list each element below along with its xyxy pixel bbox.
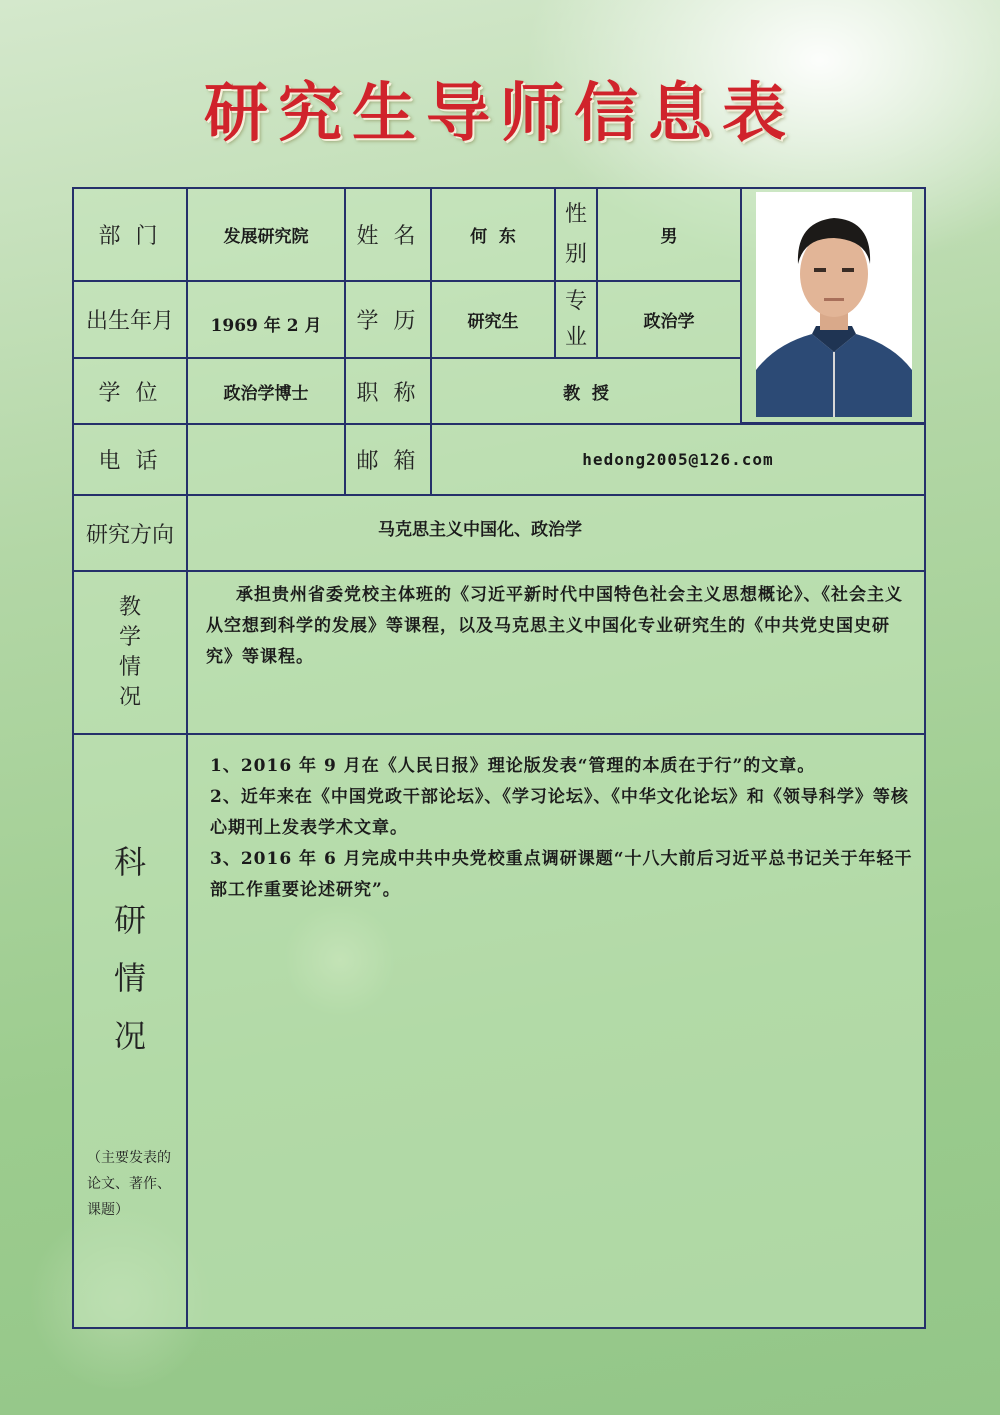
degree-label: 学 位 <box>98 380 162 406</box>
teaching-label-cell <box>72 570 188 735</box>
research-value: 马克思主义中国化、政治学 <box>378 519 582 540</box>
education-value: 研究生 <box>467 312 519 332</box>
research-work-label: 科研情况 <box>113 843 146 1055</box>
department-value: 发展研究院 <box>223 227 309 247</box>
birth-value: 1969 年 2 月 <box>210 316 322 336</box>
gender-label: 性别 <box>564 201 587 267</box>
research-label-cell <box>72 494 188 572</box>
email-value-cell <box>430 423 926 496</box>
email-label: 邮 箱 <box>356 449 420 474</box>
research-work-note: （主要发表的论文、著作、课题） <box>87 1150 171 1218</box>
major-value-cell <box>596 280 742 359</box>
name-label: 姓 名 <box>356 224 420 249</box>
name-label-cell <box>344 187 432 282</box>
page-title: 研究生导师信息表 <box>204 77 796 151</box>
major-label: 专业 <box>564 288 587 350</box>
research-item-3: 3、2016 年 6 月完成中共中央党校重点调研课题“十八大前后习近平总书记关于年轻干部工作重要论述研究”。 <box>210 849 913 900</box>
teaching-text: 承担贵州省委党校主体班的《习近平新时代中国特色社会主义思想概论》、《社会主义从空想到科学的发展》等课程，以及马克思主义中国化专业研究生的《中共党史国史研究》等课程。 <box>206 585 903 667</box>
title-value-cell <box>430 357 742 425</box>
portrait-photo <box>756 192 912 417</box>
research-item-2: 2、近年来在《中国党政干部论坛》、《学习论坛》、《中华文化论坛》和《领导科学》等核心期刊上发表学术文章。 <box>210 787 909 838</box>
title-label: 职 称 <box>356 380 420 406</box>
teaching-label: 教学情况 <box>118 594 141 710</box>
research-item-1: 1、2016 年 9 月在《人民日报》理论版发表“管理的本质在于行”的文章。 <box>210 756 816 776</box>
email-label-cell <box>344 423 432 496</box>
phone-label-cell <box>72 423 188 496</box>
research-items-list <box>210 751 914 906</box>
phone-label: 电 话 <box>98 449 162 474</box>
education-label: 学 历 <box>356 309 420 334</box>
gender-value-cell <box>596 187 742 282</box>
birth-label: 出生年月 <box>85 309 174 334</box>
gender-label-cell <box>554 187 598 282</box>
name-value-cell <box>430 187 556 282</box>
title-value: 教 授 <box>563 383 609 404</box>
education-value-cell <box>430 280 556 359</box>
department-label: 部 门 <box>98 224 162 249</box>
research-work-label-cell <box>72 733 188 1329</box>
education-label-cell <box>344 280 432 359</box>
research-value-cell <box>186 494 926 572</box>
major-value: 政治学 <box>643 312 695 332</box>
department-label-cell <box>72 187 188 282</box>
degree-value-cell <box>186 357 346 425</box>
research-label: 研究方向 <box>85 522 174 548</box>
degree-label-cell <box>72 357 188 425</box>
gender-value: 男 <box>660 227 678 247</box>
phone-value-cell <box>186 423 346 496</box>
department-value-cell <box>186 187 346 282</box>
birth-label-cell <box>72 280 188 359</box>
email-value: hedong2005@126.com <box>582 450 774 469</box>
birth-value-cell <box>186 280 346 359</box>
title-label-cell <box>344 357 432 425</box>
name-value: 何 东 <box>470 227 516 247</box>
degree-value: 政治学博士 <box>223 383 309 404</box>
major-label-cell <box>554 280 598 359</box>
